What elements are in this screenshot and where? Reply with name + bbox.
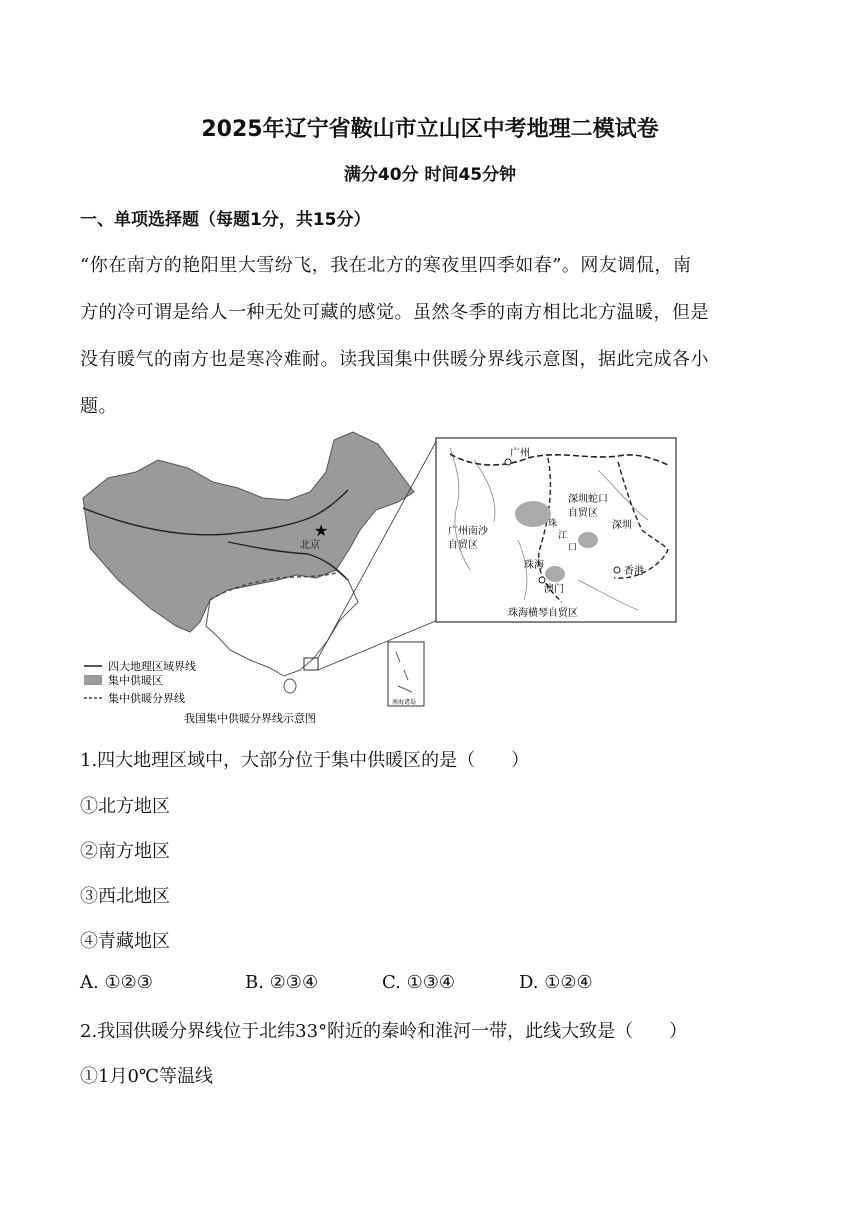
exam-title: 2025年辽宁省鞍山市立山区中考地理二模试卷: [201, 117, 659, 142]
question-2-stem: 2.我国供暖分界线位于北纬33°附近的秦岭和淮河一带，此线大致是（ ）: [80, 1021, 688, 1042]
question-1-item: ③西北地区: [80, 886, 170, 907]
exam-subtitle: 满分40分 时间45分钟: [343, 165, 517, 185]
south-sea-inset: [388, 642, 424, 706]
choice-a[interactable]: A. ①②③: [80, 972, 153, 993]
question-1-stem: 1.四大地理区域中，大部分位于集中供暖区的是（ ）: [80, 750, 530, 771]
hongkong-marker: [614, 567, 620, 573]
legend-label: 集中供暖区: [108, 674, 163, 687]
intro-line: “你在南方的艳阳里大雪纷飞，我在北方的寒夜里四季如春”。网友调侃，南: [80, 255, 692, 276]
prd-inset: [436, 438, 676, 622]
legend-label: 四大地理区域界线: [108, 660, 196, 673]
question-1-item: ①北方地区: [80, 796, 170, 817]
star-icon: ★: [314, 521, 329, 540]
question-1-item: ④青藏地区: [80, 931, 170, 952]
macau-label: 澳门: [544, 584, 564, 595]
legend-area-swatch: [84, 675, 102, 685]
shenzhen-label: 深圳: [612, 520, 632, 531]
heating-boundary-map-figure: [78, 430, 678, 730]
nansha-label: 自贸区: [448, 540, 478, 551]
question-2-item: ①1月0℃等温线: [80, 1066, 214, 1087]
beijing-label: 北京: [300, 540, 320, 551]
hainan-island: [284, 679, 296, 693]
figure-caption: 我国集中供暖分界线示意图: [184, 712, 316, 725]
south-sea-label: 南海诸岛: [392, 699, 417, 706]
shekou-label: 自贸区: [568, 508, 598, 519]
nansha-zone: [515, 501, 551, 527]
river-label: 口: [568, 543, 578, 553]
legend-label: 集中供暖分界线: [108, 692, 185, 705]
choice-c[interactable]: C. ①③④: [382, 972, 455, 993]
hengqin-zone: [545, 566, 565, 582]
nansha-label: 广州南沙: [448, 526, 488, 537]
intro-line: 没有暖气的南方也是寒冷难耐。读我国集中供暖分界线示意图，据此完成各小: [80, 349, 709, 370]
section-heading: 一、单项选择题（每题1分，共15分）: [80, 210, 371, 230]
question-1-choices: [80, 972, 593, 993]
intro-line: 方的冷可谓是给人一种无处可藏的感觉。虽然冬季的南方相比北方温暖，但是: [80, 302, 709, 323]
china-map: [83, 432, 438, 693]
hongkong-label: 香港: [624, 566, 644, 577]
legend: [84, 659, 196, 705]
guangzhou-label: 广州: [510, 448, 530, 459]
zhuhai-label: 珠海: [524, 560, 544, 571]
choice-d[interactable]: D. ①②④: [519, 972, 593, 993]
question-1-item: ②南方地区: [80, 841, 170, 862]
shekou-label: 深圳蛇口: [568, 494, 608, 505]
choice-b[interactable]: B. ②③④: [245, 972, 319, 993]
shekou-zone: [578, 532, 598, 548]
intro-paragraph: [80, 242, 780, 430]
river-label: 珠: [548, 519, 558, 529]
river-label: 江: [558, 531, 568, 541]
macau-marker: [539, 577, 545, 583]
intro-line: 题。: [80, 396, 117, 417]
hengqin-label: 珠海横琴自贸区: [508, 608, 578, 619]
guangzhou-marker: [505, 459, 511, 465]
